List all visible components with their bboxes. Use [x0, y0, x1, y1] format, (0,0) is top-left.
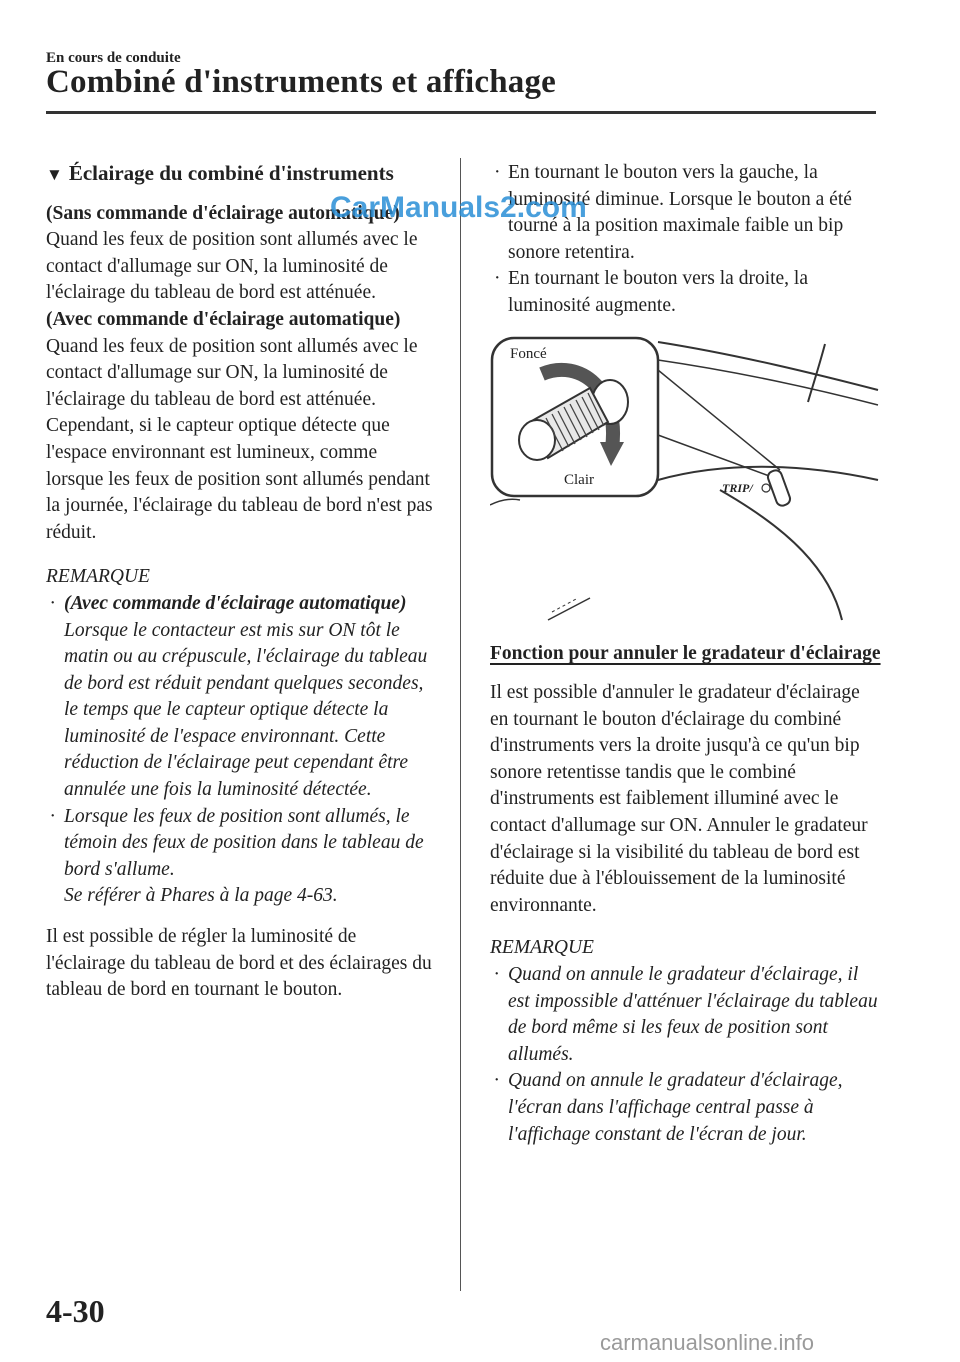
bullet-dot: · [50, 805, 55, 827]
watermark-top: CarManuals2.com [330, 191, 587, 224]
label-dark: Foncé [510, 346, 547, 362]
callout-line [658, 370, 780, 470]
dashboard-line [548, 598, 590, 620]
remark-item [46, 591, 438, 804]
remark-title: (Avec commande d'éclairage automatique) [64, 592, 407, 614]
remark-item [490, 1068, 882, 1148]
subheading-no-auto: (Sans commande d'éclairage automatique) [46, 202, 400, 224]
dashboard-line [720, 490, 842, 620]
left-column [46, 160, 438, 1004]
subheading-auto: (Avec commande d'éclairage automatique) [46, 308, 401, 330]
page-title: Combiné d'instruments et affichage [46, 64, 557, 100]
watermark-bottom: carmanualsonline.info [600, 1330, 815, 1355]
paragraph-cancel: Il est possible d'annuler le gradateur d'éclairage en tournant le bouton d'éclairage du combiné d'instruments vers la droite jusqu'à ce qu'un bip sonore retentisse tandis que le combiné d'instruments est faiblement illuminé avec le contact d'allumage sur ON. Annuler le gradateur d'éclairage si la visibilité du tableau de bord est réduite due à l'éblouissement de la luminosité environnante. [490, 682, 868, 916]
remark-item [490, 962, 882, 1068]
trip-label: TRIP/ [722, 481, 753, 495]
right-column-top [490, 160, 880, 320]
dimmer-knob-illustration [490, 330, 880, 625]
bullet-dot: · [494, 963, 499, 985]
dashboard-line [490, 499, 520, 505]
section-heading: ▼ Éclairage du combiné d'instruments [46, 161, 394, 185]
dashboard-line [552, 598, 578, 612]
paragraph-auto: Quand les feux de position sont allumés avec le contact d'allumage sur ON, la luminosité de l'éclairage du tableau de bord est atténuée. Cependant, si le capteur optique détecte que l'espace environnant est lumineux, comme lorsque les feux de position sont allumés pendant la journée, l'éclairage du tableau de bord n'est pas réduit. [46, 335, 433, 543]
bullet-item [490, 266, 880, 319]
header-rule [46, 111, 876, 114]
remark-text: Lorsque le contacteur est mis sur ON tôt le matin ou au crépuscule, l'éclairage du tableau de bord est réduit pendant quelques secondes, le temps que le capteur optique détecte la luminosité de l'espace environnant. Cette réduction de l'éclairage peut cependant être annulée une fois la luminosité détectée. [64, 619, 428, 801]
remark-text: Quand on annule le gradateur d'éclairage, l'écran dans l'affichage central passe à l'affichage constant de l'écran de jour. [508, 1070, 843, 1145]
triangle-icon: ▼ [46, 165, 63, 184]
subheading-cancel: Fonction pour annuler le gradateur d'éclairage [490, 643, 881, 664]
bullet-text: En tournant le bouton vers la gauche, la luminosité diminue. Lorsque le bouton a été tourné à la position maximale faible un bip sonore retentira. [508, 162, 852, 263]
remark-reference: Se référer à Phares à la page 4-63. [64, 885, 338, 907]
light-icon [762, 484, 770, 492]
remark-label: REMARQUE [490, 937, 594, 959]
bullet-text: En tournant le bouton vers la droite, la luminosité augmente. [508, 268, 809, 316]
section-label: En cours de conduite [46, 50, 181, 66]
bullet-dot: · [50, 592, 55, 614]
right-column-bottom [490, 640, 882, 1148]
callout-line [658, 435, 780, 480]
page-number: 4-30 [46, 1293, 105, 1329]
paragraph-no-auto: Quand les feux de position sont allumés avec le contact d'allumage sur ON, la luminosité de l'éclairage du tableau de bord est atténuée. [46, 229, 418, 304]
remark-text: Lorsque les feux de position sont allumés, le témoin des feux de position dans le tableau de bord s'allume. [64, 805, 424, 880]
remark-label: REMARQUE [46, 566, 150, 588]
bullet-dot: · [494, 268, 501, 290]
column-divider [460, 158, 461, 1291]
remark-text: Quand on annule le gradateur d'éclairage, il est impossible d'atténuer l'éclairage du tableau de bord même si les feux de position sont allumés. [508, 963, 878, 1065]
dashboard-line [658, 342, 878, 390]
label-light: Clair [564, 472, 594, 488]
remark-item [46, 804, 438, 910]
paragraph-adjust: Il est possible de régler la luminosité de l'éclairage du tableau de bord et des éclairages du tableau de bord en tournant le bouton. [46, 926, 432, 1001]
bullet-dot: · [494, 1070, 499, 1092]
bullet-dot: · [494, 162, 501, 183]
